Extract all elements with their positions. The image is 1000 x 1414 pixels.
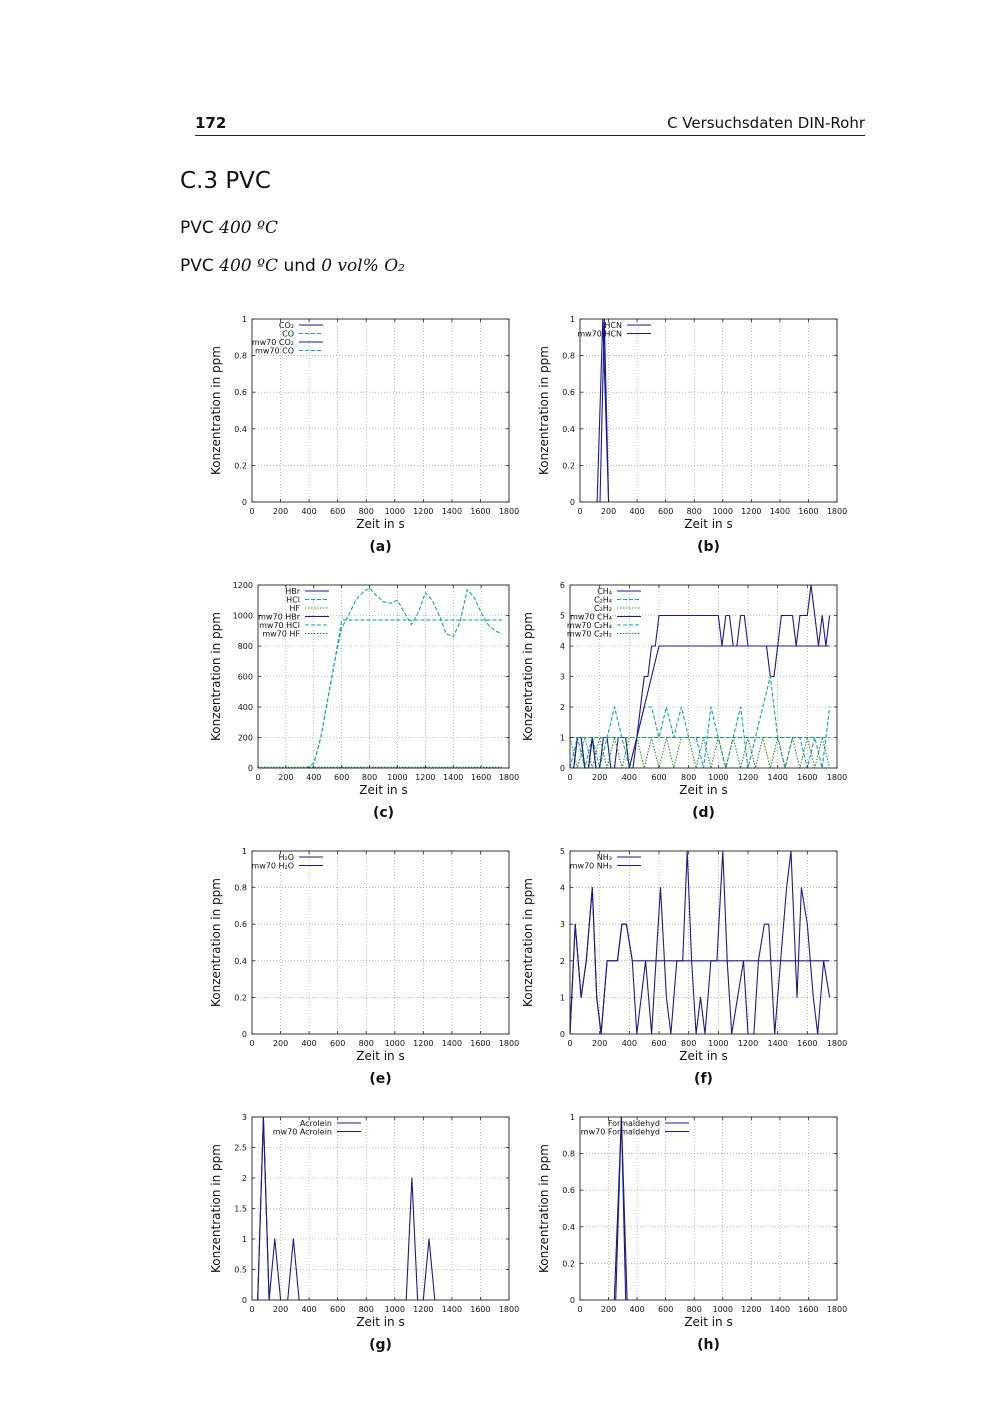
legend-label: mw70 CO₂ <box>251 338 294 347</box>
x-tick-label: 1200 <box>737 1039 759 1048</box>
y-tick-label: 0 <box>559 764 565 773</box>
x-axis-label: Zeit in s <box>684 1315 733 1329</box>
x-tick-label: 800 <box>361 773 378 782</box>
x-tick-label: 1000 <box>708 773 729 782</box>
x-tick-label: 1600 <box>797 773 818 782</box>
chart-c <box>209 581 519 821</box>
x-tick-label: 1200 <box>413 1305 434 1314</box>
y-axis-label: Konzentration in ppm <box>521 612 535 741</box>
y-tick-label: 0.6 <box>562 388 575 398</box>
x-tick-label: 1000 <box>712 1305 733 1314</box>
legend-label: NH₃ <box>596 853 612 862</box>
x-tick-label: 1200 <box>741 1305 762 1314</box>
chart-b <box>537 315 847 555</box>
x-tick-label: 1600 <box>470 1039 491 1048</box>
x-tick-label: 800 <box>686 507 702 516</box>
x-tick-label: 400 <box>306 773 322 782</box>
subtitle-temperature-value: 400 ºC <box>219 256 279 276</box>
x-tick-label: 1800 <box>826 1039 848 1048</box>
x-tick-label: 400 <box>621 773 637 782</box>
y-tick-label: 1 <box>241 315 247 324</box>
legend-label: mw70 H₂O <box>251 861 294 871</box>
x-tick-label: 1000 <box>384 507 405 516</box>
x-tick-label: 1800 <box>826 773 848 782</box>
x-tick-label: 800 <box>358 1305 374 1314</box>
x-tick-label: 800 <box>681 773 697 782</box>
x-tick-label: 200 <box>592 1039 608 1048</box>
y-tick-label: 0.6 <box>234 920 247 930</box>
y-tick-label: 0.8 <box>234 351 247 361</box>
subtitle-prefix: PVC <box>180 256 214 276</box>
x-tick-label: 200 <box>592 773 608 782</box>
y-tick-label: 0.4 <box>234 956 247 966</box>
y-tick-label: 4 <box>559 642 565 651</box>
chart-h <box>537 1113 847 1353</box>
y-tick-label: 0.4 <box>234 424 247 434</box>
y-tick-label: 3 <box>559 672 565 682</box>
x-tick-label: 1400 <box>767 1039 788 1048</box>
series-line-f-1 <box>570 888 830 1034</box>
x-tick-label: 400 <box>301 1305 317 1314</box>
x-tick-label: 200 <box>272 1305 289 1314</box>
x-tick-label: 200 <box>600 1305 617 1314</box>
x-tick-label: 200 <box>272 1039 289 1048</box>
y-tick-label: 0.2 <box>234 993 247 1003</box>
x-axis-label: Zeit in s <box>679 783 728 797</box>
y-axis-label: Konzentration in ppm <box>537 1144 551 1273</box>
x-tick-label: 600 <box>651 1039 667 1048</box>
y-tick-label: 0 <box>569 1296 575 1305</box>
chart-d <box>521 581 847 821</box>
x-tick-label: 1000 <box>387 773 408 782</box>
legend-label: mw70 Formaldehyd <box>580 1127 660 1137</box>
legend-label: mw70 Acrolein <box>272 1127 332 1137</box>
x-tick-label: 0 <box>249 507 255 516</box>
x-tick-label: 1400 <box>769 507 791 516</box>
y-tick-label: 0.6 <box>562 1186 575 1196</box>
legend-label: C₂H₄ <box>593 595 612 605</box>
y-tick-label: 0.2 <box>562 461 575 471</box>
y-tick-label: 600 <box>237 672 253 682</box>
figure-caption: (d) <box>692 805 715 821</box>
x-tick-label: 1800 <box>498 773 520 782</box>
y-tick-label: 1 <box>559 993 565 1003</box>
subtitle-temperature-value: 400 ºC <box>219 218 279 238</box>
x-tick-label: 1400 <box>441 1305 463 1314</box>
y-tick-label: 3 <box>241 1113 247 1122</box>
plot-frame <box>570 851 837 1034</box>
x-tick-label: 1200 <box>415 773 436 782</box>
legend-label: HCl <box>286 595 300 605</box>
y-tick-label: 1200 <box>232 581 253 590</box>
x-axis-label: Zeit in s <box>356 1049 405 1063</box>
y-axis-label: Konzentration in ppm <box>537 346 551 475</box>
x-tick-label: 400 <box>621 1039 637 1048</box>
x-tick-label: 1600 <box>797 1039 818 1048</box>
x-tick-label: 0 <box>249 1039 255 1048</box>
y-tick-label: 2 <box>241 1174 247 1183</box>
x-tick-label: 0 <box>249 1305 255 1314</box>
x-tick-label: 800 <box>358 1039 374 1048</box>
x-tick-label: 0 <box>567 773 573 782</box>
legend-label: mw70 HBr <box>258 612 300 622</box>
chart-f <box>521 847 847 1087</box>
x-tick-label: 1400 <box>443 773 464 782</box>
x-tick-label: 0 <box>577 1305 583 1314</box>
y-tick-label: 200 <box>237 733 253 743</box>
x-tick-label: 1400 <box>441 507 463 516</box>
x-tick-label: 1600 <box>798 507 819 516</box>
y-tick-label: 1 <box>569 1113 575 1122</box>
x-tick-label: 1000 <box>712 507 733 516</box>
y-axis-label: Konzentration in ppm <box>209 612 223 741</box>
x-tick-label: 1800 <box>826 1305 848 1314</box>
figure-caption: (c) <box>372 805 395 821</box>
x-tick-label: 600 <box>658 507 674 516</box>
y-tick-label: 1.5 <box>234 1204 247 1214</box>
x-tick-label: 1200 <box>413 507 434 516</box>
legend-label: H₂O <box>278 853 294 862</box>
x-tick-label: 1000 <box>384 1039 405 1048</box>
y-tick-label: 0 <box>247 764 253 773</box>
figure-caption: (b) <box>697 539 720 555</box>
x-tick-label: 1400 <box>767 773 788 782</box>
y-axis-label: Konzentration in ppm <box>209 878 223 1007</box>
x-tick-label: 1000 <box>708 1039 729 1048</box>
legend-label: CH₄ <box>597 587 612 596</box>
y-tick-label: 3 <box>559 920 565 930</box>
x-tick-label: 0 <box>255 773 261 782</box>
x-tick-label: 1600 <box>798 1305 819 1314</box>
y-tick-label: 800 <box>237 642 253 651</box>
legend-label: C₂H₂ <box>593 604 612 613</box>
legend-label: mw70 CO <box>255 346 294 356</box>
chart-a <box>209 315 519 555</box>
y-tick-label: 0.2 <box>234 461 247 471</box>
y-tick-label: 1 <box>559 733 565 743</box>
x-tick-label: 1600 <box>470 507 491 516</box>
plot-frame <box>252 851 509 1034</box>
plot-frame <box>580 319 837 502</box>
x-tick-label: 1200 <box>737 773 759 782</box>
legend-label: mw70 NH₃ <box>569 861 612 871</box>
x-tick-label: 400 <box>629 507 645 516</box>
y-tick-label: 0 <box>241 1030 247 1039</box>
x-tick-label: 600 <box>330 1039 346 1048</box>
legend-label: Acrolein <box>299 1119 332 1128</box>
legend-label: mw70 C₂H₄ <box>566 621 612 630</box>
y-axis-label: Konzentration in ppm <box>521 878 535 1007</box>
y-tick-label: 4 <box>559 883 565 893</box>
legend-label: HCN <box>604 321 622 330</box>
legend-label: mw70 C₂H₂ <box>566 629 612 639</box>
y-tick-label: 0.6 <box>234 388 247 398</box>
x-tick-label: 800 <box>358 507 374 516</box>
x-tick-label: 600 <box>334 773 350 782</box>
x-axis-label: Zeit in s <box>359 783 408 797</box>
x-axis-label: Zeit in s <box>679 1049 728 1063</box>
figure-caption: (a) <box>369 539 392 555</box>
y-tick-label: 0 <box>241 1296 247 1305</box>
x-tick-label: 800 <box>686 1305 702 1314</box>
x-tick-label: 1600 <box>470 1305 491 1314</box>
x-tick-label: 800 <box>681 1039 697 1048</box>
x-tick-label: 1800 <box>498 507 520 516</box>
legend-label: mw70 HCl <box>259 621 300 630</box>
x-tick-label: 400 <box>629 1305 645 1314</box>
x-tick-label: 1800 <box>498 1039 520 1048</box>
y-tick-label: 0.8 <box>234 883 247 893</box>
x-tick-label: 1800 <box>826 507 848 516</box>
x-axis-label: Zeit in s <box>356 517 405 531</box>
x-tick-label: 600 <box>658 1305 674 1314</box>
figure-caption: (g) <box>369 1337 392 1353</box>
y-tick-label: 1 <box>569 315 575 324</box>
x-tick-label: 1400 <box>769 1305 791 1314</box>
x-tick-label: 1000 <box>384 1305 405 1314</box>
subtitle-oxygen-value: 0 vol% O₂ <box>321 256 405 276</box>
y-tick-label: 0.4 <box>562 1222 575 1232</box>
legend-label: mw70 HF <box>262 629 300 639</box>
x-tick-label: 200 <box>278 773 294 782</box>
legend-label: mw70 CH₄ <box>570 612 612 622</box>
x-tick-label: 600 <box>651 773 667 782</box>
y-tick-label: 1000 <box>232 611 253 621</box>
y-tick-label: 0.2 <box>562 1259 575 1269</box>
y-tick-label: 0 <box>569 498 575 507</box>
y-tick-label: 1 <box>241 1235 247 1244</box>
figure-caption: (f) <box>694 1071 713 1087</box>
x-tick-label: 400 <box>301 507 317 516</box>
y-axis-label: Konzentration in ppm <box>209 346 223 475</box>
y-tick-label: 6 <box>559 581 565 590</box>
legend-label: CO₂ <box>278 321 294 330</box>
chart-e <box>209 847 519 1087</box>
figure-caption: (e) <box>369 1071 392 1087</box>
y-tick-label: 0.5 <box>234 1265 247 1275</box>
x-tick-label: 0 <box>577 507 583 516</box>
page-number: 172 <box>195 114 227 132</box>
y-tick-label: 0 <box>559 1030 565 1039</box>
y-tick-label: 2 <box>559 703 565 712</box>
series-line-f-0 <box>570 851 830 1034</box>
x-tick-label: 0 <box>567 1039 573 1048</box>
x-tick-label: 1400 <box>441 1039 463 1048</box>
y-tick-label: 5 <box>559 847 565 856</box>
subtitle-conjunction: und <box>283 256 316 276</box>
x-tick-label: 600 <box>330 507 346 516</box>
y-tick-label: 0.8 <box>562 1149 575 1159</box>
y-tick-label: 5 <box>559 611 565 621</box>
running-title: C Versuchsdaten DIN-Rohr <box>667 114 865 132</box>
figure-caption: (h) <box>697 1337 720 1353</box>
legend-label: CO <box>282 329 294 339</box>
x-tick-label: 1200 <box>413 1039 434 1048</box>
x-tick-label: 400 <box>301 1039 317 1048</box>
legend-label: mw70 HCN <box>577 329 622 339</box>
x-tick-label: 1600 <box>470 773 492 782</box>
y-tick-label: 0 <box>241 498 247 507</box>
subtitle-prefix: PVC <box>180 218 214 238</box>
y-tick-label: 2 <box>559 956 565 966</box>
y-axis-label: Konzentration in ppm <box>209 1144 223 1273</box>
x-axis-label: Zeit in s <box>684 517 733 531</box>
legend-label: HF <box>289 604 300 613</box>
x-tick-label: 1200 <box>741 507 762 516</box>
y-tick-label: 0.4 <box>562 424 575 434</box>
x-tick-label: 1800 <box>498 1305 520 1314</box>
section-title: C.3 PVC <box>180 168 271 194</box>
y-tick-label: 400 <box>237 703 253 712</box>
y-tick-label: 0.8 <box>562 351 575 361</box>
y-tick-label: 1 <box>241 847 247 856</box>
series-line-c-4 <box>258 620 502 768</box>
legend-label: HBr <box>285 587 300 596</box>
x-tick-label: 200 <box>272 507 289 516</box>
x-tick-label: 600 <box>330 1305 346 1314</box>
chart-g <box>209 1113 519 1353</box>
x-axis-label: Zeit in s <box>356 1315 405 1329</box>
y-tick-label: 2.5 <box>234 1143 247 1153</box>
x-tick-label: 200 <box>600 507 617 516</box>
legend-label: Formaldehyd <box>607 1119 660 1128</box>
